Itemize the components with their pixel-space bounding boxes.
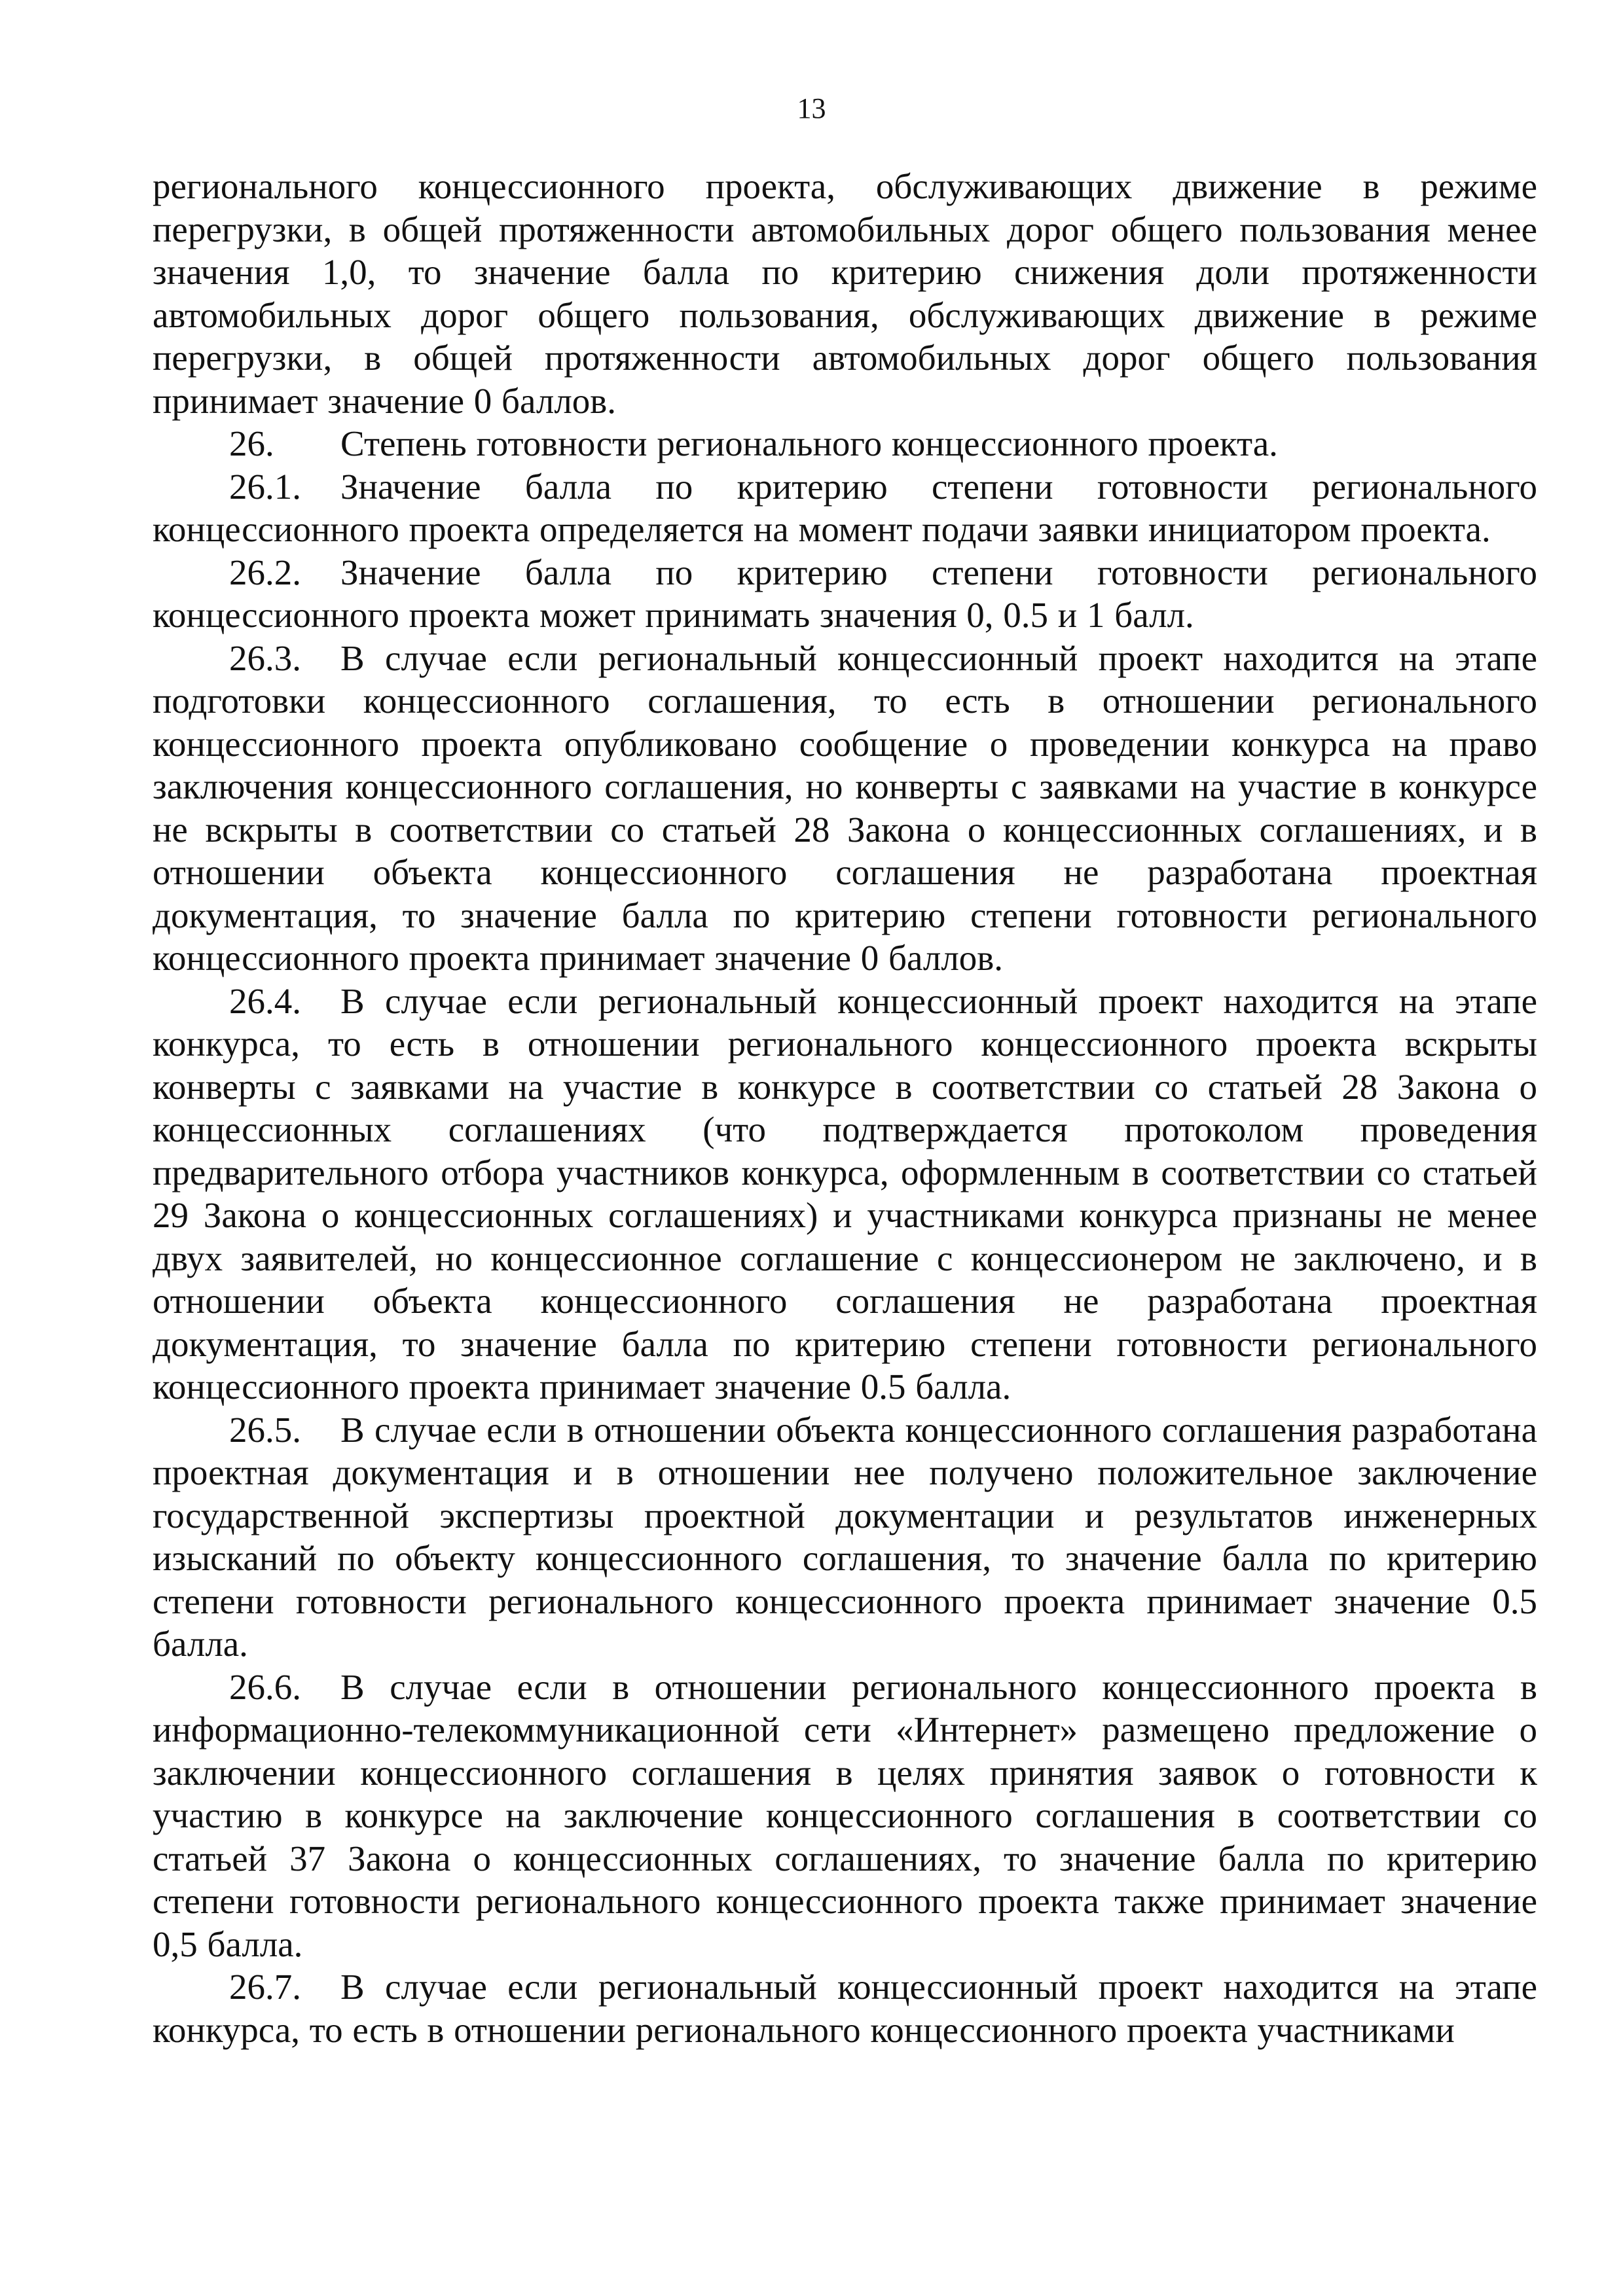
paragraph-text: В случае если в отношении регионального концессионного проекта в информационно-телекоммуникационной сети «Интернет» размещено предложение о заключении концессионного соглашения в целях принятия заявок о готовности к участию в конкурсе на заключение концессионного соглашения в соответствии со статьей 37 Закона о концессионных соглашениях, то значение балла по критерию степени готовности регионального концессионного проекта также принимает значение 0,5 балла. (153, 1666, 1537, 1964)
paragraph-text: В случае если региональный концессионный проект находится на этапе конкурса, то есть в отношении регионального концессионного проекта участниками (153, 1967, 1537, 2050)
clause-number: 26.5. (229, 1409, 301, 1450)
paragraph-text: Значение балла по критерию степени готовности регионального концессионного проекта может принимать значения 0, 0.5 и 1 балл. (153, 552, 1537, 635)
clause-number: 26.4. (229, 980, 301, 1021)
paragraph-26-6 (153, 1666, 1537, 1966)
paragraph-continuation (153, 165, 1537, 422)
clause-number: 26.7. (229, 1967, 301, 2007)
paragraph-26-7 (153, 1965, 1537, 2051)
paragraph-text: В случае если региональный концессионный проект находится на этапе подготовки концессионного соглашения, то есть в отношении регионального концессионного проекта опубликовано сообщение о проведении конкурса на право заключения концессионного соглашения, но конверты с заявками на участие в конкурсе не вскрыты в соответствии со статьей 28 Закона о концессионных соглашениях, и в отношении объекта концессионного соглашения не разработана проектная документация, то значение балла по критерию степени готовности регионального концессионного проекта принимает значение 0 баллов. (153, 637, 1537, 978)
paragraph-text: Значение балла по критерию степени готовности регионального концессионного проекта определяется на момент подачи заявки инициатором проекта. (153, 466, 1537, 549)
paragraph-text: В случае если в отношении объекта концессионного соглашения разработана проектная документация и в отношении нее получено положительное заключение государственной экспертизы проектной документации и результатов инженерных изысканий по объекту концессионного соглашения, то значение балла по критерию степени готовности регионального концессионного проекта принимает значение 0.5 балла. (153, 1409, 1537, 1664)
paragraph-26-4 (153, 980, 1537, 1408)
clause-number: 26.2. (229, 552, 301, 592)
clause-number: 26.1. (229, 466, 301, 507)
paragraph-26-5 (153, 1408, 1537, 1666)
paragraph-26 (153, 422, 1537, 465)
page-number: 13 (797, 92, 826, 124)
paragraph-26-3 (153, 637, 1537, 980)
clause-number: 26. (229, 423, 274, 463)
paragraph-text: Степень готовности регионального концессионного проекта. (340, 423, 1278, 463)
clause-number: 26.3. (229, 637, 301, 678)
paragraph-26-1 (153, 465, 1537, 551)
paragraph-text: регионального концессионного проекта, обслуживающих движение в режиме перегрузки, в общей протяженности автомобильных дорог общего пользования менее значения 1,0, то значение балла по критерию снижения доли протяженности автомобильных дорог общего пользования, обслуживающих движение в режиме перегрузки, в общей протяженности автомобильных дорог общего пользования принимает значение 0 баллов. (153, 166, 1537, 421)
paragraph-26-2 (153, 551, 1537, 637)
clause-number: 26.6. (229, 1666, 301, 1707)
document-body (153, 165, 1537, 2051)
paragraph-text: В случае если региональный концессионный проект находится на этапе конкурса, то есть в отношении регионального концессионного проекта вскрыты конверты с заявками на участие в конкурсе в соответствии со статьей 28 Закона о концессионных соглашениях (что подтверждается протоколом проведения предварительного отбора участников конкурса, оформленным в соответствии со статьей 29 Закона о концессионных соглашениях) и участниками конкурса признаны не менее двух заявителей, но концессионное соглашение с концессионером не заключено, и в отношении объекта концессионного соглашения не разработана проектная документация, то значение балла по критерию степени готовности регионального концессионного проекта принимает значение 0.5 балла. (153, 980, 1537, 1407)
